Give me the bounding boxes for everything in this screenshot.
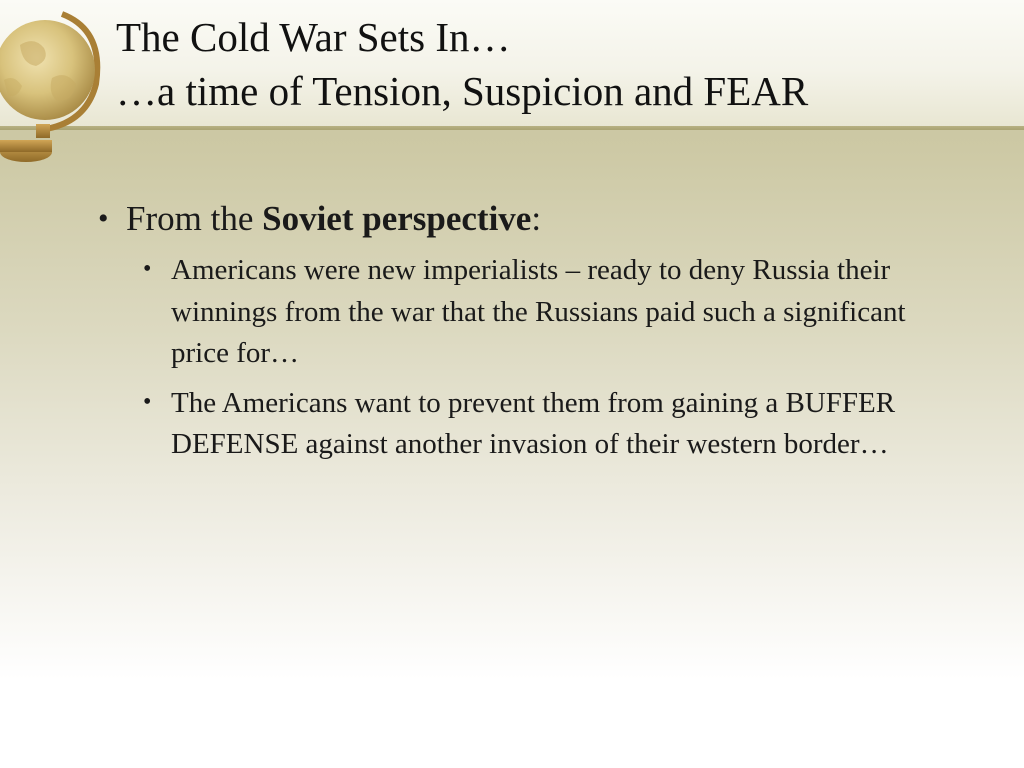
title-divider bbox=[0, 126, 1024, 130]
bullet-dot: • bbox=[98, 202, 109, 235]
title-line-2: …a time of Tension, Suspicion and FEAR bbox=[116, 68, 809, 114]
bullet-dot: • bbox=[143, 256, 152, 282]
sub-bullet-1 bbox=[143, 250, 906, 375]
bullet-main-emphasis: Soviet perspective bbox=[262, 199, 532, 238]
sub-bullet-1-text: Americans were new imperialists – ready to deny Russia their winnings from the war that the Russians paid such a significant price for… bbox=[171, 254, 906, 369]
bullet-main-suffix: : bbox=[531, 199, 542, 238]
bullet-main-prefix: From the bbox=[126, 199, 263, 238]
sub-bullet-2 bbox=[143, 383, 906, 466]
title-line-1: The Cold War Sets In… bbox=[116, 14, 511, 60]
sub-bullet-list bbox=[98, 250, 978, 466]
globe-icon bbox=[0, 0, 110, 170]
slide-title bbox=[116, 10, 808, 118]
sub-bullet-2-text: The Americans want to prevent them from gaining a BUFFER DEFENSE against another invasion of their western border… bbox=[171, 386, 896, 460]
slide-body bbox=[98, 196, 978, 474]
bullet-dot: • bbox=[143, 388, 152, 415]
bullet-main bbox=[98, 196, 978, 242]
